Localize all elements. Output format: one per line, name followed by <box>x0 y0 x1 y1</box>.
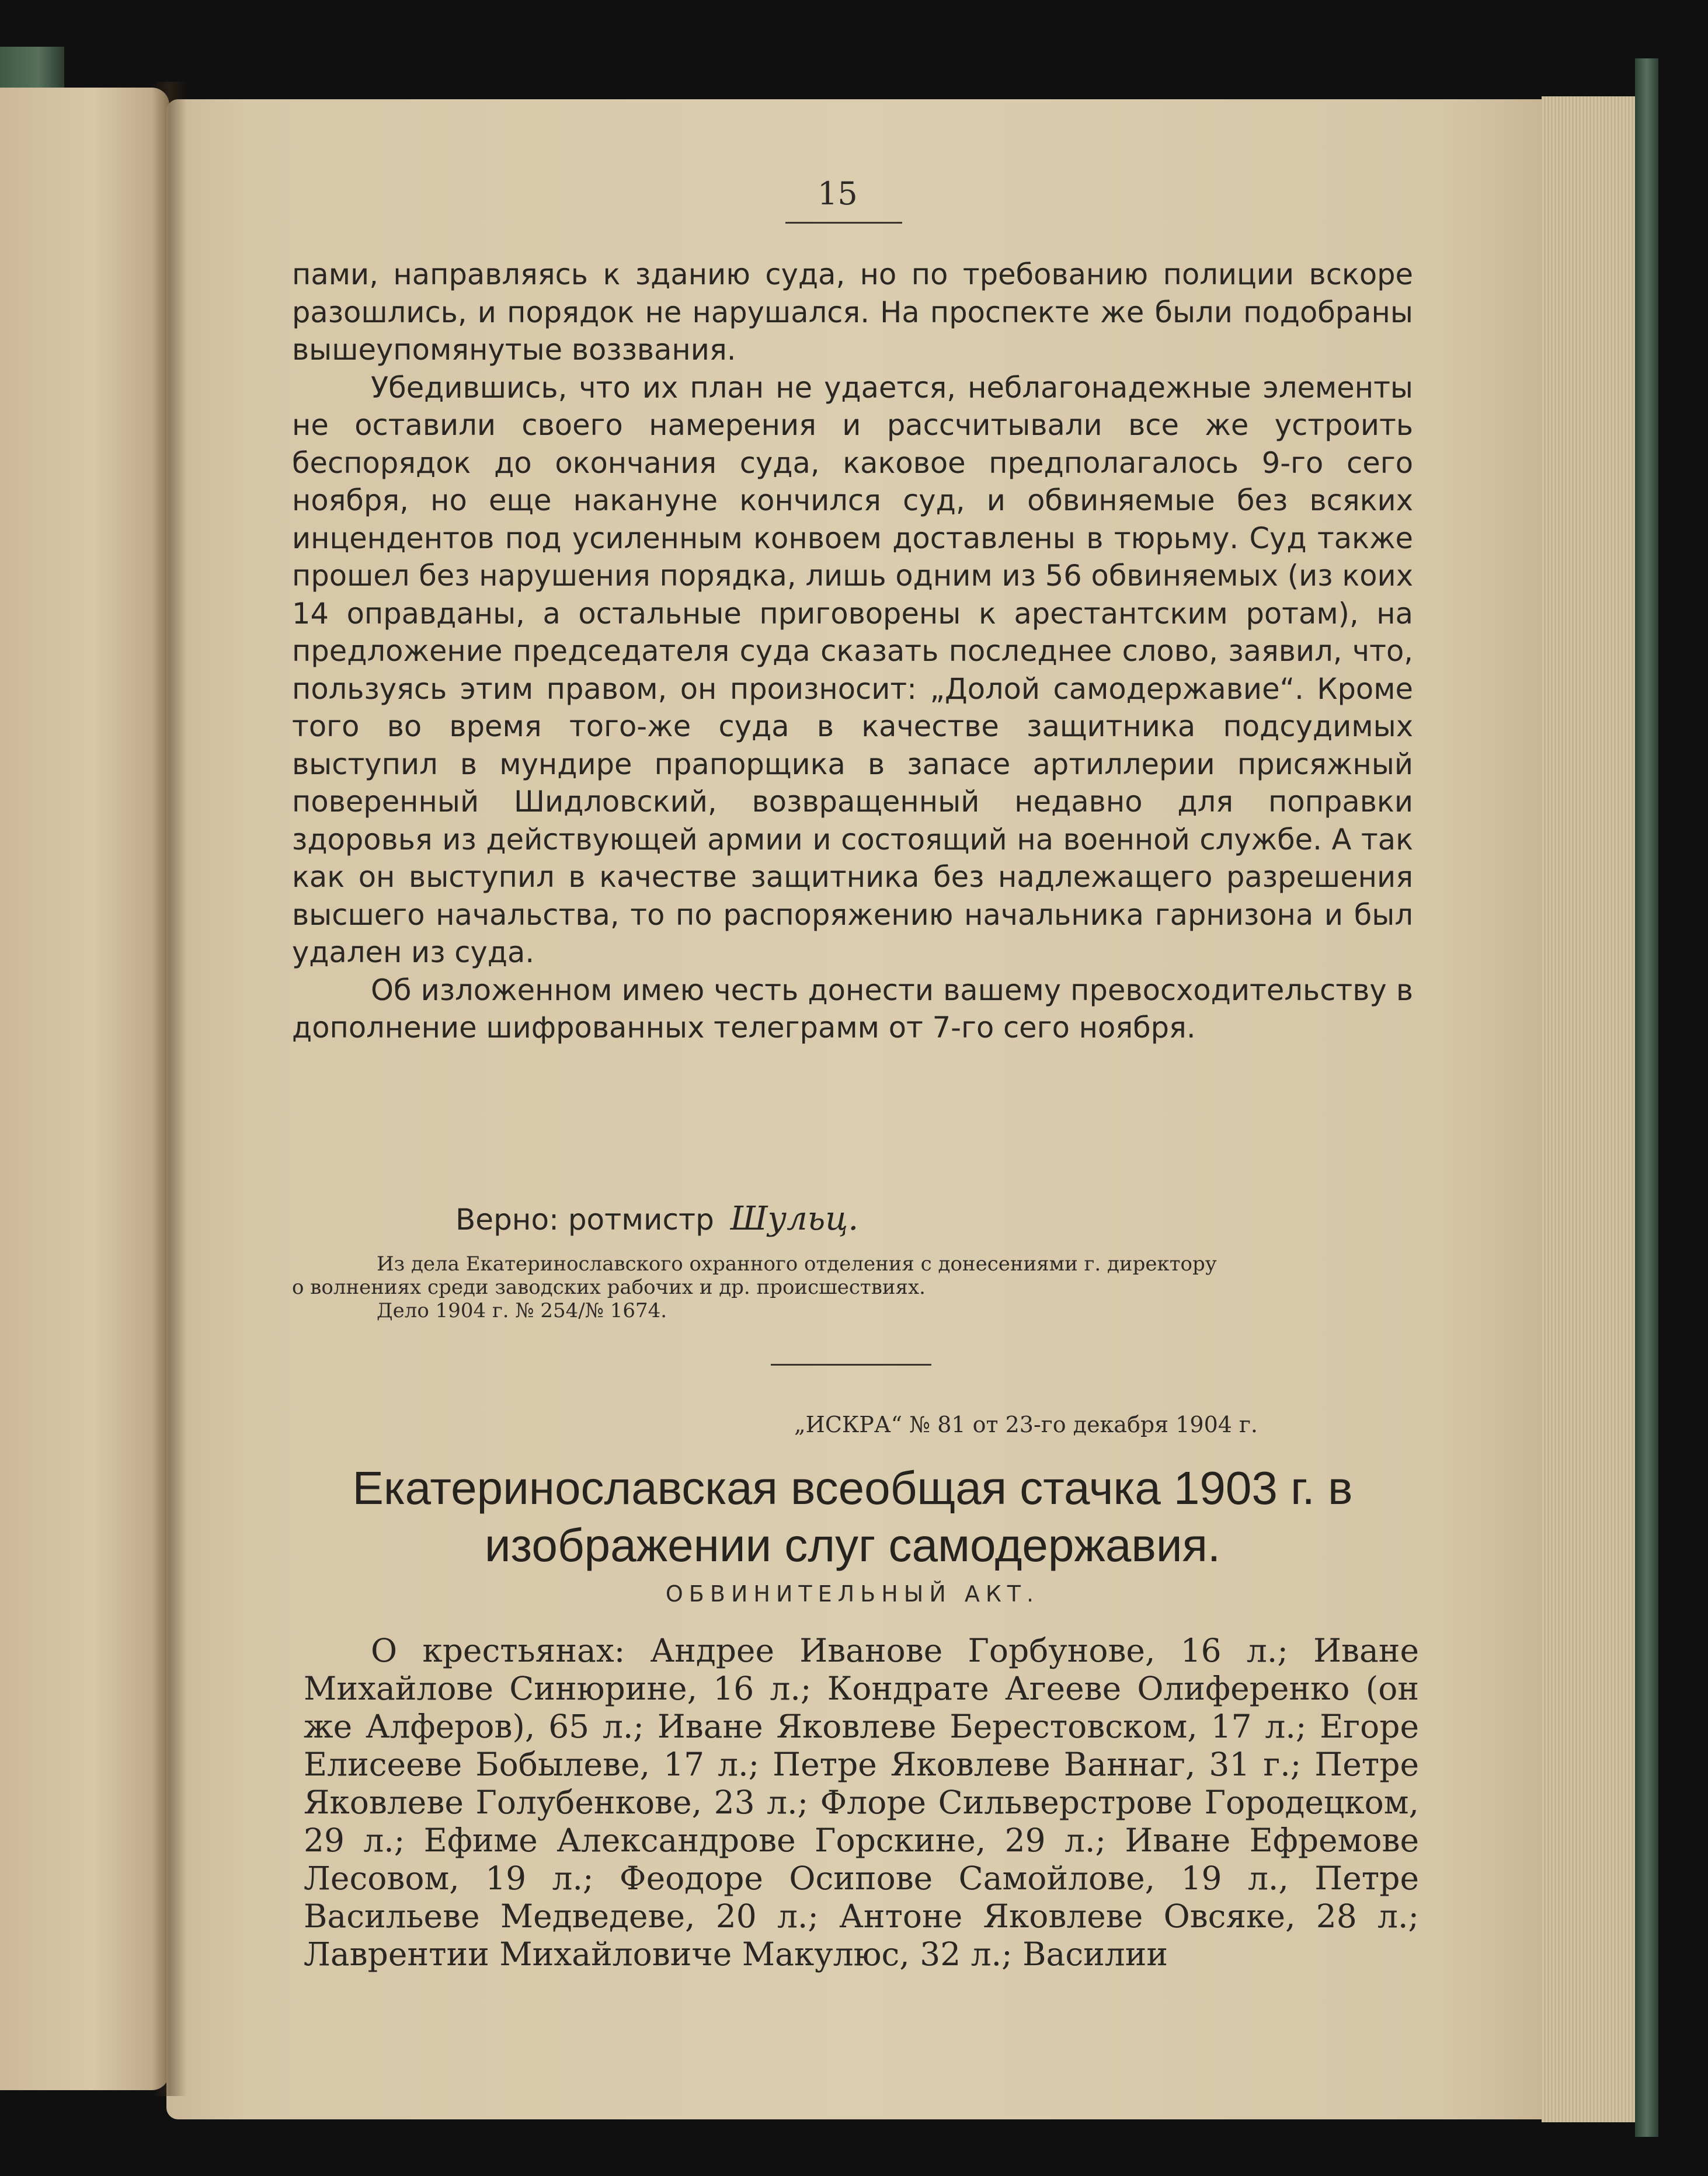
page-number: 15 <box>818 175 858 212</box>
source-note-line: Из дела Екатеринославского охранного отделения с донесениями г. директору <box>377 1252 1217 1276</box>
article-subheadline: ОБВИНИТЕЛЬНЫЙ АКТ. <box>665 1581 1040 1607</box>
page-edges <box>1542 96 1641 2122</box>
headline-line: Екатеринославская всеобщая стачка 1903 г. в <box>352 1462 1353 1514</box>
source-note-line: Дело 1904 г. № 254/№ 1674. <box>377 1299 667 1322</box>
headline-line: изображении слуг самодержавия. <box>484 1519 1221 1571</box>
book-cover-right <box>1635 58 1658 2137</box>
signature-prefix: Верно: ротмистр <box>455 1203 714 1237</box>
report-body <box>292 256 1413 1047</box>
paragraph: Об изложенном имею честь донести вашему превосходительству в дополнение шифрованных телеграмм от 7-го сего ноября. <box>292 973 1413 1045</box>
source-note-line: о волнениях среди заводских рабочих и др. происшествиях. <box>292 1276 926 1299</box>
paragraph: О крестьянах: Андрее Иванове Горбунове, 16 л.; Иване Михайлове Синюрине, 16 л.; Кондрате Агееве Олиференко (он же Алферов), 65 л.; Иване Яковлеве Берестовском, 17 л.; Егоре Елисееве Бобылеве, 17 л.; Петре Яковлеве Ваннаг, 31 г.; Петре Яковлеве Голубенкове, 23 л.; Флоре Сильверстрове Городецком, 29 л.; Ефиме Александрове Горскине, 29 л.; Иване Ефремове Лесовом, 19 л.; Феодоре Осипове Самойлове, 19 л., Петре Васильеве Медведеве, 20 л.; Антоне Яковлеве Овсяке, 28 л.; Лаврентии Михайловиче Макулюс, 32 л.; Василии <box>304 1632 1419 1973</box>
signature-line <box>455 1200 858 1238</box>
left-page <box>0 88 169 2090</box>
signer-name: Шульц. <box>730 1200 859 1238</box>
page-number-rule <box>785 222 902 224</box>
paragraph: пами, направляясь к зданию суда, но по требованию полиции вскоре разошлись, и порядок не нарушался. На проспекте же были подобраны вышеупомянутые воззвания. <box>292 257 1413 367</box>
article-headline <box>292 1460 1413 1574</box>
newspaper-masthead: „ИСКРА“ № 81 от 23-го декабря 1904 г. <box>794 1412 1258 1437</box>
paragraph: Убедившись, что их план не удается, неблагонадежные элементы не оставили своего намерения и рассчитывали все же устроить беспорядок до окончания суда, каковое предполагалось 9-го сего ноября, но еще накануне кончился суд, и обвиняемые без всяких инцендентов под усиленным конвоем доставлены в тюрьму. Суд также прошел без нарушения порядка, лишь одним из 56 обвиняемых (из коих 14 оправданы, а остальные приговорены к арестантским ротам), на предложение председателя суда сказать последнее слово, заявил, что, пользуясь этим правом, он произносит: „Долой самодержавие“. Кроме того во время того-же суда в качестве защитника подсудимых выступил в мундире прапорщика в запасе артиллерии присяжный поверенный Шидловский, возвращенный недавно для поправки здоровья из действующей армии и состоящий на военной службе. А так как он выступил в качестве защитника без надлежащего разрешения высшего начальства, то по распоряжению начальника гарнизона и был удален из суда. <box>292 370 1413 969</box>
indictment-text <box>304 1632 1419 1973</box>
section-divider <box>771 1364 931 1366</box>
archival-source-note <box>292 1252 1413 1322</box>
spine-shadow <box>152 82 187 2096</box>
